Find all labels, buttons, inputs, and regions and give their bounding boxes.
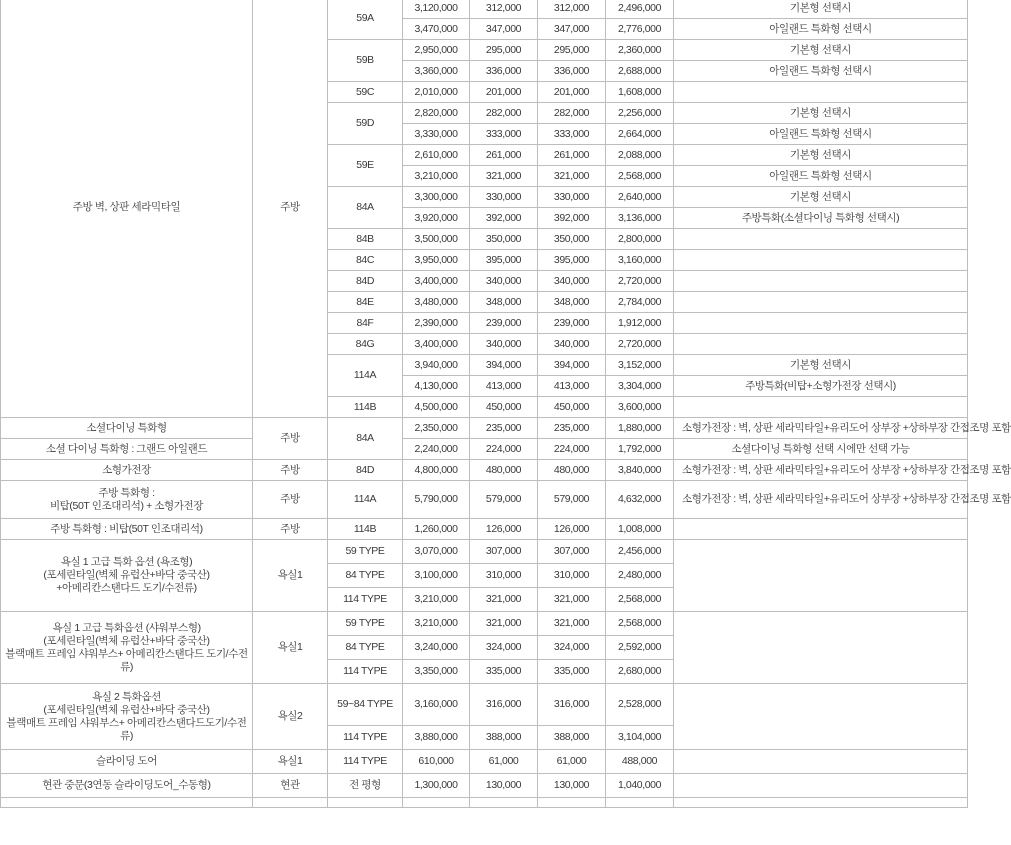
- price-cell: 2,240,000: [403, 439, 470, 460]
- amount-cell: 2,776,000: [606, 19, 674, 40]
- note-cell: 아일랜드 특화형 선택시: [674, 61, 968, 82]
- table-row: [1, 750, 968, 774]
- type-cell: 59~84 TYPE: [328, 684, 403, 726]
- amount-cell: 413,000: [538, 376, 606, 397]
- note-cell: [674, 612, 968, 684]
- space-cell: 욕실2: [253, 684, 328, 750]
- amount-cell: 130,000: [538, 774, 606, 798]
- price-cell: 2,820,000: [403, 103, 470, 124]
- table-row: [1, 0, 968, 19]
- option-item-line: 소형가전장: [102, 463, 151, 476]
- option-item-line: 슬라이딩 도어: [96, 755, 157, 767]
- amount-cell: 3,104,000: [606, 726, 674, 750]
- table-row: [1, 540, 968, 564]
- price-cell: 3,210,000: [403, 588, 470, 612]
- amount-cell: 321,000: [538, 588, 606, 612]
- option-item-line: 주방 특화형 : 비탑(50T 인조대리석): [50, 522, 203, 535]
- price-cell: 3,940,000: [403, 355, 470, 376]
- option-item-cell: [1, 439, 253, 460]
- price-cell: 3,210,000: [403, 612, 470, 636]
- table-row: [1, 418, 968, 439]
- amount-cell: 307,000: [538, 540, 606, 564]
- price-cell: 1,260,000: [403, 519, 470, 540]
- type-cell: 114 TYPE: [328, 750, 403, 774]
- option-item-line: 블랙매트 프레임 샤워부스+ 아메리칸스탠다드도기/수전류): [6, 716, 247, 742]
- price-cell: 3,500,000: [403, 229, 470, 250]
- price-cell: 4,130,000: [403, 376, 470, 397]
- type-cell: 84B: [328, 229, 403, 250]
- option-item-line: 소셜다이닝 특화형: [86, 421, 167, 434]
- note-cell: 아일랜드 특화형 선택시: [674, 166, 968, 187]
- amount-cell: 480,000: [470, 460, 538, 481]
- option-item-cell: [1, 460, 253, 481]
- amount-cell: 235,000: [470, 418, 538, 439]
- amount-cell: 2,640,000: [606, 187, 674, 208]
- amount-cell: 350,000: [470, 229, 538, 250]
- price-cell: 3,950,000: [403, 250, 470, 271]
- type-cell: 84A: [328, 187, 403, 229]
- table-row: [1, 612, 968, 636]
- type-cell: 114 TYPE: [328, 660, 403, 684]
- amount-cell: 316,000: [470, 684, 538, 726]
- amount-cell: 388,000: [470, 726, 538, 750]
- price-cell: 5,790,000: [403, 481, 470, 519]
- option-item-cell: [1, 612, 253, 684]
- amount-cell: 307,000: [470, 540, 538, 564]
- amount-cell: 261,000: [538, 145, 606, 166]
- note-cell: [674, 750, 968, 774]
- amount-cell: 130,000: [470, 774, 538, 798]
- space-cell: 현관: [253, 774, 328, 798]
- amount-cell: 333,000: [470, 124, 538, 145]
- amount-cell: 2,568,000: [606, 588, 674, 612]
- table-cell: [470, 798, 538, 808]
- amount-cell: 295,000: [470, 40, 538, 61]
- note-cell: 소형가전장 : 벽, 상판 세라믹타일+유리도어 상부장 +상하부장 간접조명 포함: [674, 418, 968, 439]
- amount-cell: 3,136,000: [606, 208, 674, 229]
- note-cell: 기본형 선택시: [674, 40, 968, 61]
- price-cell: 3,880,000: [403, 726, 470, 750]
- amount-cell: 2,688,000: [606, 61, 674, 82]
- amount-cell: 2,800,000: [606, 229, 674, 250]
- table-row: [1, 774, 968, 798]
- table-cell: [1, 798, 253, 808]
- price-cell: 3,210,000: [403, 166, 470, 187]
- amount-cell: 347,000: [538, 19, 606, 40]
- price-cell: 3,070,000: [403, 540, 470, 564]
- option-item-line: 욕실 1 고급 특화 옵션 (욕조형): [60, 556, 193, 568]
- option-item-cell: [1, 0, 253, 418]
- price-cell: 3,120,000: [403, 0, 470, 19]
- option-item-line: 비탑(50T 인조대리석) + 소형가전장: [49, 499, 204, 512]
- amount-cell: 336,000: [470, 61, 538, 82]
- amount-cell: 61,000: [538, 750, 606, 774]
- price-cell: 2,390,000: [403, 313, 470, 334]
- amount-cell: 1,912,000: [606, 313, 674, 334]
- type-cell: 84 TYPE: [328, 564, 403, 588]
- option-item-cell: [1, 684, 253, 750]
- price-cell: 3,360,000: [403, 61, 470, 82]
- type-cell: 114 TYPE: [328, 588, 403, 612]
- amount-cell: 2,568,000: [606, 612, 674, 636]
- note-cell: [674, 250, 968, 271]
- amount-cell: 340,000: [538, 271, 606, 292]
- type-cell: 114B: [328, 519, 403, 540]
- amount-cell: 392,000: [538, 208, 606, 229]
- amount-cell: 2,664,000: [606, 124, 674, 145]
- amount-cell: 2,720,000: [606, 271, 674, 292]
- amount-cell: 2,360,000: [606, 40, 674, 61]
- table-row: [1, 460, 968, 481]
- amount-cell: 340,000: [538, 334, 606, 355]
- table-row: [1, 481, 968, 519]
- note-cell: 소형가전장 : 벽, 상판 세라믹타일+유리도어 상부장 +상하부장 간접조명 포함: [674, 460, 968, 481]
- option-item-cell: [1, 418, 253, 439]
- amount-cell: 310,000: [470, 564, 538, 588]
- option-item-line: 블랙매트 프레임 샤워부스+ 아메리칸스탠다드 도기/수전류): [5, 647, 248, 673]
- price-cell: 3,400,000: [403, 271, 470, 292]
- amount-cell: 333,000: [538, 124, 606, 145]
- amount-cell: 2,088,000: [606, 145, 674, 166]
- amount-cell: 2,456,000: [606, 540, 674, 564]
- price-cell: 3,160,000: [403, 684, 470, 726]
- amount-cell: 2,592,000: [606, 636, 674, 660]
- type-cell: 전 평형: [328, 774, 403, 798]
- type-cell: 84C: [328, 250, 403, 271]
- option-item-line: 현관 중문(3연동 슬라이딩도어_수동형): [42, 779, 211, 791]
- type-cell: 114A: [328, 355, 403, 397]
- price-cell: 2,950,000: [403, 40, 470, 61]
- amount-cell: 316,000: [538, 684, 606, 726]
- price-cell: 610,000: [403, 750, 470, 774]
- space-cell: 주방: [253, 460, 328, 481]
- price-cell: 3,330,000: [403, 124, 470, 145]
- amount-cell: 321,000: [470, 166, 538, 187]
- type-cell: 84D: [328, 271, 403, 292]
- table-row: [1, 684, 968, 726]
- amount-cell: 347,000: [470, 19, 538, 40]
- option-item-line: (포세린타일(벽체 유럽산+바닥 중국산): [43, 634, 210, 647]
- amount-cell: 282,000: [538, 103, 606, 124]
- note-cell: 소셜다이닝 특화형 선택 시에만 선택 가능: [674, 439, 968, 460]
- type-cell: 59 TYPE: [328, 612, 403, 636]
- option-item-cell: [1, 750, 253, 774]
- type-cell: 84D: [328, 460, 403, 481]
- amount-cell: 321,000: [470, 588, 538, 612]
- note-cell: 소형가전장 : 벽, 상판 세라믹타일+유리도어 상부장 +상하부장 간접조명 포함: [674, 481, 968, 519]
- amount-cell: 340,000: [470, 271, 538, 292]
- amount-cell: 350,000: [538, 229, 606, 250]
- type-cell: 114A: [328, 481, 403, 519]
- amount-cell: 450,000: [538, 397, 606, 418]
- space-cell: 욕실1: [253, 612, 328, 684]
- amount-cell: 2,256,000: [606, 103, 674, 124]
- type-cell: 59D: [328, 103, 403, 145]
- amount-cell: 3,160,000: [606, 250, 674, 271]
- type-cell: 59C: [328, 82, 403, 103]
- amount-cell: 312,000: [538, 0, 606, 19]
- price-cell: 3,400,000: [403, 334, 470, 355]
- amount-cell: 348,000: [538, 292, 606, 313]
- type-cell: 59B: [328, 40, 403, 82]
- amount-cell: 3,600,000: [606, 397, 674, 418]
- note-cell: [674, 397, 968, 418]
- note-cell: [674, 271, 968, 292]
- note-cell: 기본형 선택시: [674, 103, 968, 124]
- amount-cell: 394,000: [470, 355, 538, 376]
- amount-cell: 239,000: [470, 313, 538, 334]
- note-cell: 기본형 선택시: [674, 355, 968, 376]
- table-body: [1, 0, 1011, 808]
- type-cell: 59E: [328, 145, 403, 187]
- type-cell: 84F: [328, 313, 403, 334]
- price-cell: 3,300,000: [403, 187, 470, 208]
- note-cell: [674, 292, 968, 313]
- price-cell: 3,470,000: [403, 19, 470, 40]
- amount-cell: 1,008,000: [606, 519, 674, 540]
- amount-cell: 3,152,000: [606, 355, 674, 376]
- amount-cell: 261,000: [470, 145, 538, 166]
- amount-cell: 224,000: [470, 439, 538, 460]
- amount-cell: 2,720,000: [606, 334, 674, 355]
- price-cell: 3,350,000: [403, 660, 470, 684]
- amount-cell: 395,000: [538, 250, 606, 271]
- amount-cell: 2,568,000: [606, 166, 674, 187]
- option-item-line: 주방 특화형 :: [98, 486, 155, 499]
- amount-cell: 579,000: [538, 481, 606, 519]
- type-cell: 114 TYPE: [328, 726, 403, 750]
- amount-cell: 2,480,000: [606, 564, 674, 588]
- amount-cell: 2,496,000: [606, 0, 674, 19]
- amount-cell: 3,304,000: [606, 376, 674, 397]
- note-cell: [674, 82, 968, 103]
- amount-cell: 2,680,000: [606, 660, 674, 684]
- table-cell: [538, 798, 606, 808]
- option-item-cell: [1, 774, 253, 798]
- amount-cell: 488,000: [606, 750, 674, 774]
- option-item-line: +아메리칸스탠다드 도기/수전류): [56, 582, 197, 594]
- amount-cell: 126,000: [470, 519, 538, 540]
- price-cell: 2,610,000: [403, 145, 470, 166]
- amount-cell: 336,000: [538, 61, 606, 82]
- type-cell: 84 TYPE: [328, 636, 403, 660]
- table-cell: [253, 798, 328, 808]
- amount-cell: 321,000: [470, 612, 538, 636]
- amount-cell: 330,000: [470, 187, 538, 208]
- table-cell: [674, 798, 968, 808]
- price-cell: 4,500,000: [403, 397, 470, 418]
- type-cell: 114B: [328, 397, 403, 418]
- amount-cell: 388,000: [538, 726, 606, 750]
- space-cell: 욕실1: [253, 750, 328, 774]
- amount-cell: 235,000: [538, 418, 606, 439]
- note-cell: 주방특화(비탑+소형가전장 선택시): [674, 376, 968, 397]
- amount-cell: 450,000: [470, 397, 538, 418]
- note-cell: [674, 519, 968, 540]
- note-cell: 아일랜드 특화형 선택시: [674, 124, 968, 145]
- amount-cell: 201,000: [470, 82, 538, 103]
- option-item-line: 욕실 1 고급 특화옵션 (샤워부스형): [52, 621, 201, 634]
- amount-cell: 4,632,000: [606, 481, 674, 519]
- amount-cell: 201,000: [538, 82, 606, 103]
- space-cell: 주방: [253, 481, 328, 519]
- amount-cell: 413,000: [470, 376, 538, 397]
- type-cell: 84A: [328, 418, 403, 460]
- note-cell: 주방특화(소셜다이닝 특화형 선택시): [674, 208, 968, 229]
- price-cell: 2,350,000: [403, 418, 470, 439]
- amount-cell: 1,608,000: [606, 82, 674, 103]
- table-row: [1, 519, 968, 540]
- type-cell: 84G: [328, 334, 403, 355]
- option-item-line: 소셜 다이닝 특화형 : 그랜드 아일랜드: [45, 442, 208, 455]
- amount-cell: 335,000: [470, 660, 538, 684]
- note-cell: 아일랜드 특화형 선택시: [674, 19, 968, 40]
- note-cell: 기본형 선택시: [674, 187, 968, 208]
- note-cell: [674, 540, 968, 612]
- amount-cell: 394,000: [538, 355, 606, 376]
- table-row: [1, 439, 968, 460]
- table-cell: [403, 798, 470, 808]
- amount-cell: 282,000: [470, 103, 538, 124]
- amount-cell: 2,528,000: [606, 684, 674, 726]
- amount-cell: 324,000: [470, 636, 538, 660]
- amount-cell: 340,000: [470, 334, 538, 355]
- option-item-line: 주방 벽, 상판 세라믹타일: [72, 201, 181, 213]
- note-cell: 기본형 선택시: [674, 0, 968, 19]
- type-cell: 84E: [328, 292, 403, 313]
- space-cell: 욕실1: [253, 540, 328, 612]
- type-cell: 59A: [328, 0, 403, 40]
- space-cell: 주방: [253, 519, 328, 540]
- price-cell: 3,100,000: [403, 564, 470, 588]
- amount-cell: 321,000: [538, 612, 606, 636]
- amount-cell: 310,000: [538, 564, 606, 588]
- option-item-cell: [1, 481, 253, 519]
- amount-cell: 312,000: [470, 0, 538, 19]
- type-cell: 59 TYPE: [328, 540, 403, 564]
- amount-cell: 392,000: [470, 208, 538, 229]
- amount-cell: 2,784,000: [606, 292, 674, 313]
- note-cell: [674, 313, 968, 334]
- amount-cell: 324,000: [538, 636, 606, 660]
- amount-cell: 480,000: [538, 460, 606, 481]
- amount-cell: 224,000: [538, 439, 606, 460]
- amount-cell: 321,000: [538, 166, 606, 187]
- space-cell: 주방: [253, 0, 328, 418]
- price-cell: 3,480,000: [403, 292, 470, 313]
- amount-cell: 395,000: [470, 250, 538, 271]
- table-row: [1, 798, 968, 808]
- option-item-line: (포세린타일(벽체 유럽산+바닥 중국산): [43, 703, 210, 716]
- table-cell: [606, 798, 674, 808]
- amount-cell: 1,880,000: [606, 418, 674, 439]
- note-cell: [674, 229, 968, 250]
- amount-cell: 126,000: [538, 519, 606, 540]
- note-cell: [674, 334, 968, 355]
- price-cell: 4,800,000: [403, 460, 470, 481]
- amount-cell: 579,000: [470, 481, 538, 519]
- amount-cell: 239,000: [538, 313, 606, 334]
- amount-cell: 330,000: [538, 187, 606, 208]
- amount-cell: 1,792,000: [606, 439, 674, 460]
- space-cell: 주방: [253, 418, 328, 460]
- note-cell: 기본형 선택시: [674, 145, 968, 166]
- amount-cell: 1,040,000: [606, 774, 674, 798]
- option-item-cell: [1, 519, 253, 540]
- amount-cell: 61,000: [470, 750, 538, 774]
- note-cell: [674, 774, 968, 798]
- option-item-cell: [1, 540, 253, 612]
- price-cell: 2,010,000: [403, 82, 470, 103]
- amount-cell: 3,840,000: [606, 460, 674, 481]
- amount-cell: 348,000: [470, 292, 538, 313]
- price-cell: 3,920,000: [403, 208, 470, 229]
- note-cell: [674, 684, 968, 750]
- price-cell: 3,240,000: [403, 636, 470, 660]
- option-item-line: 욕실 2 특화옵션: [92, 690, 161, 703]
- option-item-line: (포세린타일(벽체 유럽산+바닥 중국산): [43, 569, 210, 581]
- amount-cell: 295,000: [538, 40, 606, 61]
- table-cell: [328, 798, 403, 808]
- price-cell: 1,300,000: [403, 774, 470, 798]
- amount-cell: 335,000: [538, 660, 606, 684]
